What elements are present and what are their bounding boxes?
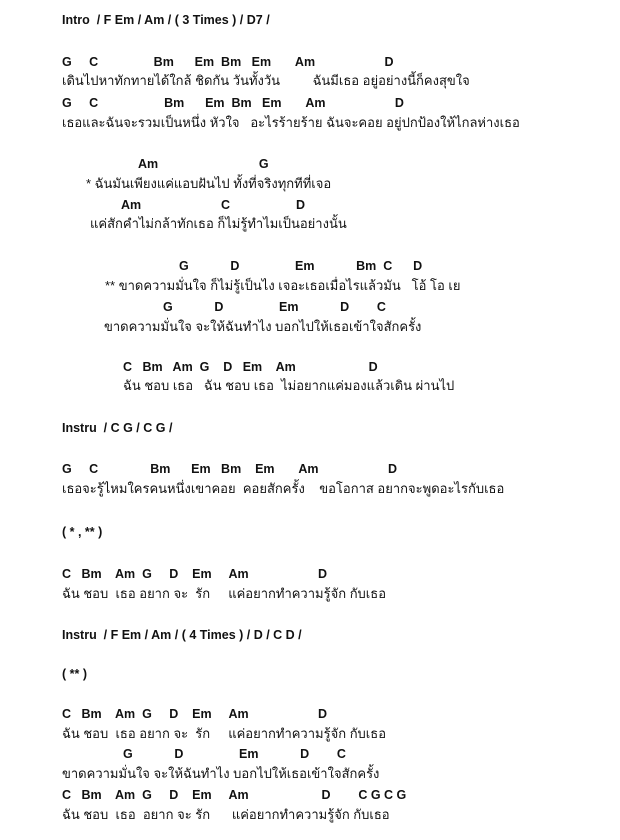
outro-chords-1: C Bm Am G D Em Am D: [62, 707, 328, 721]
chorus-chords-3: C Bm Am G D Em Am D: [123, 360, 378, 374]
verse2-lyric-1: เธอจะรู้ไหมใครคนหนึ่งเขาคอย คอยสักครั้ง ขอโอกาส อยากจะพูดอะไรกับเธอ: [62, 481, 505, 496]
prechorus-chords-1: Am G: [138, 157, 269, 171]
chorus-lyric-3: ฉัน ชอบ เธอ ฉัน ชอบ เธอ ไม่อยากแค่มองแล้วเดิน ผ่านไป: [123, 378, 455, 393]
verse1-chords-2: G C Bm Em Bm Em Am D: [62, 96, 404, 110]
instru-line-1: Instru / C G / C G /: [62, 421, 173, 435]
repeat-marker-1: ( * , ** ): [62, 525, 103, 539]
outro-lyric-1: ฉัน ชอบ เธอ อยาก จะ รัก แค่อยากทำความรู้จัก กับเธอ: [62, 726, 386, 741]
verse2-chords-1: G C Bm Em Bm Em Am D: [62, 462, 398, 476]
prechorus-lyric-1: * ฉันมันเพียงแค่แอบฝันไป ทั้งที่จริงทุกทีที่เจอ: [86, 176, 332, 191]
bridge-lyric-1: ฉัน ชอบ เธอ อยาก จะ รัก แค่อยากทำความรู้จัก กับเธอ: [62, 586, 386, 601]
repeat-marker-2: ( ** ): [62, 667, 87, 681]
verse1-lyric-1: เดินไปหาทักทายได้ใกล้ ชิดกัน วันทั้งวัน ฉันมีเธอ อยู่อย่างนี้ก็คงสุขใจ: [62, 73, 470, 88]
intro-line: Intro / F Em / Am / ( 3 Times ) / D7 /: [62, 13, 270, 27]
chorus-chords-2: G D Em D C: [163, 300, 386, 314]
verse1-chords-1: G C Bm Em Bm Em Am D: [62, 55, 394, 69]
chorus-lyric-2: ขาดความมั่นใจ จะให้ฉันทำไง บอกไปให้เธอเข้าใจสักครั้ง: [104, 319, 422, 334]
verse1-lyric-2: เธอและฉันจะรวมเป็นหนึ่ง หัวใจ อะไรร้ายร้าย ฉันจะคอย อยู่ปกป้องให้ไกลห่างเธอ: [62, 115, 520, 130]
chorus-lyric-1: ** ขาดความมั่นใจ ก็ไม่รู้เป็นไง เจอะเธอเมื่อไรแล้วมัน โอ้ โอ เย: [105, 278, 461, 293]
outro-chords-2: G D Em D C: [123, 747, 346, 761]
outro-lyric-2: ขาดความมั่นใจ จะให้ฉันทำไง บอกไปให้เธอเข้าใจสักครั้ง: [62, 766, 380, 781]
outro-lyric-3: ฉัน ชอบ เธอ อยาก จะ รัก แค่อยากทำความรู้จัก กับเธอ: [62, 807, 390, 822]
chorus-chords-1: G D Em Bm C D: [179, 259, 423, 273]
outro-chords-3: C Bm Am G D Em Am D C G C G: [62, 788, 407, 802]
prechorus-lyric-2: แค่สักคำไม่กล้าทักเธอ ก็ไม่รู้ทำไมเป็นอย่างนั้น: [90, 216, 347, 231]
bridge-chords-1: C Bm Am G D Em Am D: [62, 567, 328, 581]
prechorus-chords-2: Am C D: [121, 198, 306, 212]
instru-line-2: Instru / F Em / Am / ( 4 Times ) / D / C D /: [62, 628, 302, 642]
